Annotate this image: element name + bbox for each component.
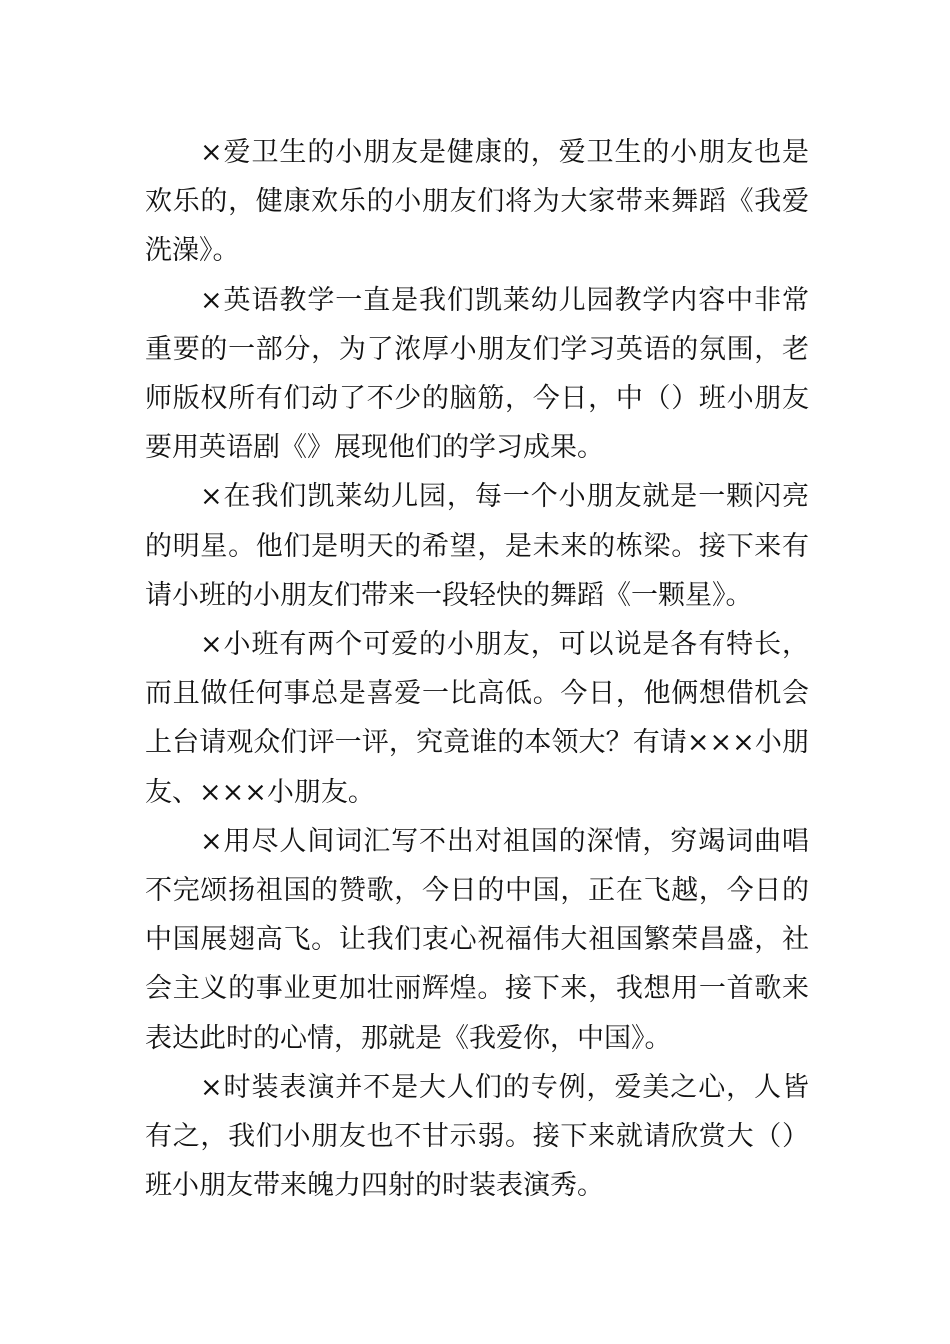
document-body <box>145 128 809 1210</box>
paragraph-english-drama: ×英语教学一直是我们凯莱幼儿园教学内容中非常重要的一部分，为了浓厚小朋友们学习英语的氛围，老师版权所有们动了不少的脑筋，今日，中（）班小朋友要用英语剧《》展现他们的学习成果。 <box>145 284 809 464</box>
paragraph-talent-contest: ×小班有两个可爱的小朋友，可以说是各有特长，而且做任何事总是喜爱一比高低。今日，他俩想借机会上台请观众们评一评，究竟谁的本领大？有请×××小朋友、×××小朋友。 <box>145 629 809 808</box>
paragraph-motherland-song: ×用尽人间词汇写不出对祖国的深情，穷竭词曲唱不完颂扬祖国的赞歌，今日的中国，正在飞越，今日的中国展翅高飞。让我们衷心祝福伟大祖国繁荣昌盛，社会主义的事业更加壮丽辉煌。接下来，我想用一首歌来表达此时的心情，那就是《我爱你，中国》。 <box>145 825 809 1054</box>
paragraph-star-dance: ×在我们凯莱幼儿园，每一个小朋友就是一颗闪亮的明星。他们是明天的希望，是未来的栋梁。接下来有请小班的小朋友们带来一段轻快的舞蹈《一颗星》。 <box>145 481 809 611</box>
paragraph-hygiene-dance: ×爱卫生的小朋友是健康的，爱卫生的小朋友也是欢乐的，健康欢乐的小朋友们将为大家带来舞蹈《我爱洗澡》。 <box>145 137 809 267</box>
paragraph-fashion-show: ×时装表演并不是大人们的专例，爱美之心，人皆有之，我们小朋友也不甘示弱。接下来就请欣赏大（）班小朋友带来魄力四射的时装表演秀。 <box>145 1071 809 1202</box>
